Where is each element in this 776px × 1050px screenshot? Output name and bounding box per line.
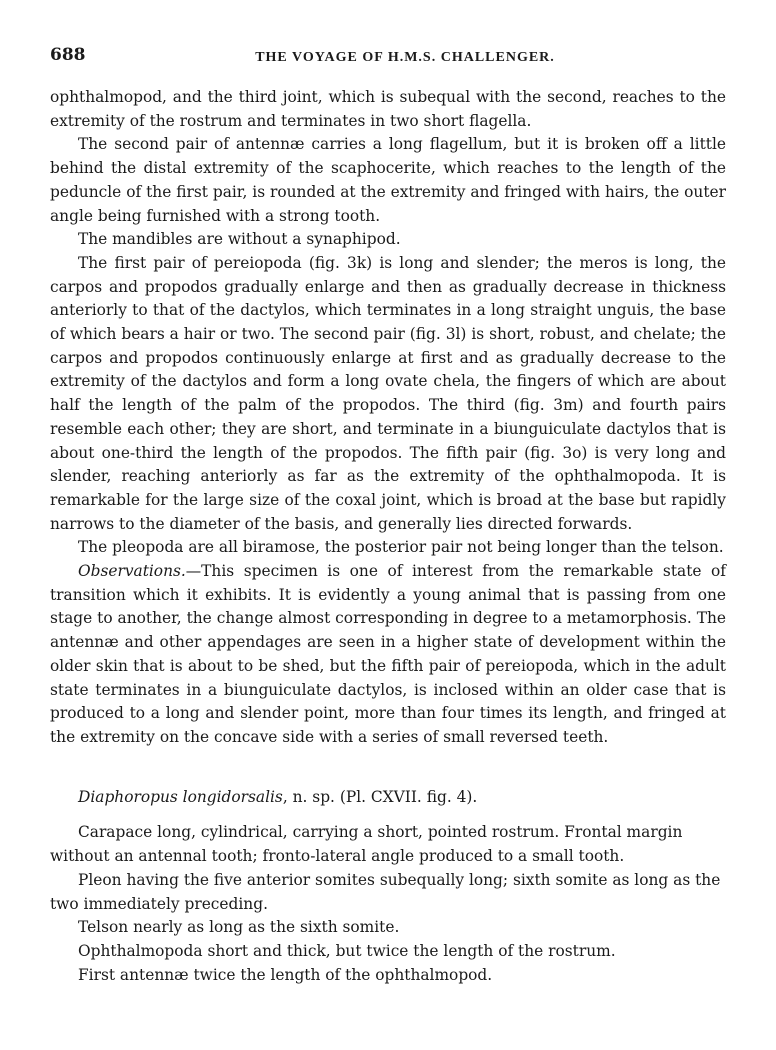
- diagnosis-line: Telson nearly as long as the sixth somite.: [78, 918, 400, 937]
- diagnosis-line: Carapace long, cylindrical, carrying a short, pointed rostrum. Frontal margin without an antennal tooth; fronto-lateral angle produced to a small tooth.: [50, 823, 683, 866]
- running-title: THE VOYAGE OF H.M.S. CHALLENGER.: [255, 50, 555, 65]
- page-header: [50, 44, 730, 70]
- observations-text: —This specimen is one of interest from the remarkable state of transition which it exhibits. It is evidently a young animal that is passing from one stage to another, the change almost corresponding in degree to a metamorphosis. The antennæ and other appendages are seen in a higher state of development within the older skin that is about to be shed, but the fifth pair of pereiopoda, which in the adult state terminates in a biunguiculate dactylos, is inclosed within an older case that is produced to a long and slender point, more than four times its length, and fringed at the extremity on the concave side with a series of small reversed teeth.: [50, 562, 726, 746]
- diagnosis-line: Pleon having the five anterior somites subequally long; sixth somite as long as the two immediately preceding.: [50, 870, 721, 913]
- diagnosis-line: First antennæ twice the length of the ophthalmopod.: [78, 965, 493, 984]
- observations-paragraph: [50, 560, 726, 750]
- paragraph: The pleopoda are all biramose, the posterior pair not being longer than the telson.: [78, 538, 724, 557]
- species-diagnosis: [50, 821, 726, 987]
- page-number: 688: [50, 45, 86, 65]
- species-heading: [50, 786, 726, 810]
- body-text: [50, 86, 726, 987]
- paragraph: The first pair of pereiopoda (fig. 3k) is long and slender; the meros is long, the carpos and propodos gradually enlarge and then as gradually decrease in thickness anteriorly to that of the dactylos, which terminates in a long straight unguis, the base of which bears a hair or two. The second pair (fig. 3l) is short, robust, and chelate; the carpos and propodos continuously enlarge at first and as gradually decrease to the extremity of the dactylos and form a long ovate chela, the fingers of which are about half the length of the palm of the propodos. The third (fig. 3m) and fourth pairs resemble each other; they are short, and terminate in a biunguiculate dactylos that is about one-third the length of the propodos. The fifth pair (fig. 3o) is very long and slender, reaching anteriorly as far as the extremity of the ophthalmopoda. It is remarkable for the large size of the coxal joint, which is broad at the base but rapidly narrows to the diameter of the basis, and generally lies directed forwards.: [50, 253, 726, 533]
- paragraph: The second pair of antennæ carries a long flagellum, but it is broken off a little behind the distal extremity of the scaphocerite, which reaches to the length of the peduncle of the first pair, is rounded at the extremity and fringed with hairs, the outer angle being furnished with a strong tooth.: [50, 135, 726, 225]
- paragraph: The mandibles are without a synaphipod.: [78, 230, 401, 249]
- species-reference: , n. sp. (Pl. CXVII. fig. 4).: [282, 787, 478, 806]
- diagnosis-line: Ophthalmopoda short and thick, but twice the length of the rostrum.: [78, 941, 616, 960]
- observations-label: Observations.: [78, 562, 186, 581]
- paragraph: ophthalmopod, and the third joint, which is subequal with the second, reaches to the extremity of the rostrum and terminates in two short flagella.: [50, 88, 726, 130]
- species-name: Diaphoropus longidorsalis: [78, 787, 283, 806]
